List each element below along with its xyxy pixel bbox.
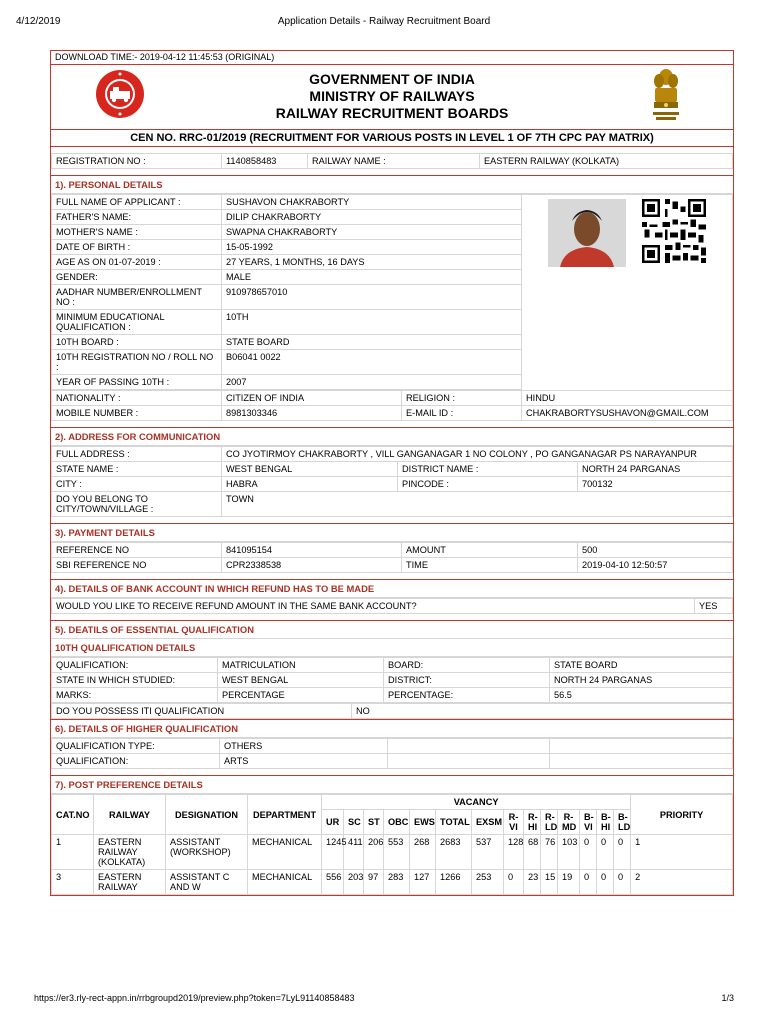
section-address-title: 2). ADDRESS FOR COMMUNICATION: [51, 427, 733, 446]
page-url[interactable]: https://er3.rly-rect-appn.in/rrbgroupd2019/preview.php?token=7LyL91140858483: [34, 993, 355, 1003]
mobile-value: 8981303346: [222, 406, 402, 421]
col-vacancy: VACANCY: [322, 795, 631, 810]
age-value: 27 YEARS, 1 MONTHS, 16 DAYS: [222, 255, 522, 270]
bank-table: [51, 598, 733, 614]
marks-label: MARKS:: [52, 688, 218, 703]
essential-subtitle: 10TH QUALIFICATION DETAILS: [51, 639, 733, 657]
vacancy-header: R-VI: [504, 810, 524, 835]
qualification-type-value: OTHERS: [220, 739, 388, 754]
higher-qualification-label: QUALIFICATION:: [52, 754, 220, 769]
year-value: 2007: [222, 375, 522, 390]
department-cell: MECHANICAL: [248, 870, 322, 895]
qualification-label: QUALIFICATION:: [52, 658, 218, 673]
section-bank-title: 4). DETAILS OF BANK ACCOUNT IN WHICH REFUND HAS TO BE MADE: [51, 579, 733, 598]
gender-label: GENDER:: [52, 270, 222, 285]
vacancy-cell: 103: [558, 835, 580, 870]
col-cat-no: CAT.NO: [52, 795, 94, 835]
studied-state-label: STATE IN WHICH STUDIED:: [52, 673, 218, 688]
mobile-label: MOBILE NUMBER :: [52, 406, 222, 421]
reference-value: 841095154: [222, 543, 402, 558]
section-payment-title: 3). PAYMENT DETAILS: [51, 523, 733, 542]
district-label: DISTRICT NAME :: [398, 462, 578, 477]
father-label: FATHER'S NAME:: [52, 210, 222, 225]
iti-label: DO YOU POSSESS ITI QUALIFICATION: [52, 704, 352, 719]
vacancy-cell: 0: [614, 870, 631, 895]
print-date: 4/12/2019: [16, 16, 61, 27]
state-value: WEST BENGAL: [222, 462, 398, 477]
vacancy-header: UR: [322, 810, 344, 835]
applicant-photo-image: [548, 199, 626, 267]
cat-no-cell: 1: [52, 835, 94, 870]
essential-district-label: DISTRICT:: [384, 673, 550, 688]
header-block: [51, 65, 733, 129]
percentage-value: 56.5: [550, 688, 733, 703]
title-line-3: RAILWAY RECRUITMENT BOARDS: [275, 105, 509, 121]
belong-value: TOWN: [222, 492, 733, 517]
higher-qualification-value: ARTS: [220, 754, 388, 769]
vacancy-cell: 1266: [436, 870, 472, 895]
ashoka-emblem-icon: [651, 67, 681, 125]
print-header: [16, 16, 752, 30]
vacancy-cell: 23: [524, 870, 541, 895]
railway-name-label: RAILWAY NAME :: [308, 154, 480, 169]
roll-label: 10TH REGISTRATION NO / ROLL NO :: [52, 350, 222, 375]
essential-board-value: STATE BOARD: [550, 658, 733, 673]
religion-value: HINDU: [522, 391, 733, 406]
essential-board-label: BOARD:: [384, 658, 550, 673]
application-document: [50, 50, 734, 986]
district-value: NORTH 24 PARGANAS: [578, 462, 733, 477]
vacancy-header: OBC: [384, 810, 410, 835]
vacancy-cell: 0: [580, 835, 597, 870]
age-label: AGE AS ON 01-07-2019 :: [52, 255, 222, 270]
print-page-title: Application Details - Railway Recruitment Board: [277, 16, 491, 27]
aadhar-label: AADHAR NUMBER/ENROLLMENT NO :: [52, 285, 222, 310]
col-designation: DESIGNATION: [166, 795, 248, 835]
vacancy-cell: 206: [364, 835, 384, 870]
higher-table: [51, 738, 733, 769]
vacancy-cell: 0: [580, 870, 597, 895]
vacancy-header: B-HI: [597, 810, 614, 835]
vacancy-header: SC: [344, 810, 364, 835]
essential-table: [51, 657, 733, 703]
mother-label: MOTHER'S NAME :: [52, 225, 222, 240]
vacancy-cell: 283: [384, 870, 410, 895]
board-value: STATE BOARD: [222, 335, 522, 350]
vacancy-cell: 0: [597, 835, 614, 870]
vacancy-cell: 411: [344, 835, 364, 870]
roll-value: B06041 0022: [222, 350, 522, 375]
father-value: DILIP CHAKRABORTY: [222, 210, 522, 225]
city-label: CITY :: [52, 477, 222, 492]
time-value: 2019-04-10 12:50:57: [578, 558, 733, 573]
iti-value: NO: [352, 704, 733, 719]
railway-cell: EASTERN RAILWAY (KOLKATA): [94, 835, 166, 870]
amount-label: AMOUNT: [402, 543, 578, 558]
page-number: 1/3: [721, 993, 734, 1003]
registration-label: REGISTRATION NO :: [52, 154, 222, 169]
vacancy-header: TOTAL: [436, 810, 472, 835]
designation-cell: ASSISTANT (WORKSHOP): [166, 835, 248, 870]
vacancy-cell: 19: [558, 870, 580, 895]
vacancy-header: R-LD: [541, 810, 558, 835]
qualification-value: MATRICULATION: [218, 658, 384, 673]
table-row: [52, 835, 733, 870]
payment-table: [51, 542, 733, 573]
applicant-photo: [548, 199, 626, 267]
vacancy-header: R-HI: [524, 810, 541, 835]
cat-no-cell: 3: [52, 870, 94, 895]
download-time: DOWNLOAD TIME:- 2019-04-12 11:45:53 (ORIGINAL): [51, 51, 733, 65]
railway-name-value: EASTERN RAILWAY (KOLKATA): [480, 154, 733, 169]
vacancy-cell: 553: [384, 835, 410, 870]
vacancy-cell: 556: [322, 870, 344, 895]
dob-value: 15-05-1992: [222, 240, 522, 255]
section-personal-title: 1). PERSONAL DETAILS: [51, 175, 733, 194]
nationality-label: NATIONALITY :: [52, 391, 222, 406]
amount-value: 500: [578, 543, 733, 558]
vacancy-header: R-MD: [558, 810, 580, 835]
essential-district-value: NORTH 24 PARGANAS: [550, 673, 733, 688]
state-label: STATE NAME :: [52, 462, 222, 477]
preference-table: [51, 794, 733, 895]
priority-cell: 2: [631, 870, 733, 895]
vacancy-cell: 0: [597, 870, 614, 895]
full-name-label: FULL NAME OF APPLICANT :: [52, 195, 222, 210]
col-railway: RAILWAY: [94, 795, 166, 835]
vacancy-header: EXSM: [472, 810, 504, 835]
cen-number: CEN NO. RRC-01/2019 (RECRUITMENT FOR VARIOUS POSTS IN LEVEL 1 OF 7TH CPC PAY MATRIX): [51, 129, 733, 147]
sbi-reference-label: SBI REFERENCE NO: [52, 558, 222, 573]
education-label: MINIMUM EDUCATIONAL QUALIFICATION :: [52, 310, 222, 335]
vacancy-cell: 537: [472, 835, 504, 870]
vacancy-header: EWS: [410, 810, 436, 835]
vacancy-cell: 15: [541, 870, 558, 895]
qr-code-icon: [642, 199, 706, 263]
board-label: 10TH BOARD :: [52, 335, 222, 350]
full-address-value: CO JYOTIRMOY CHAKRABORTY , VILL GANGANAGAR 1 NO COLONY , PO GANGANAGAR PS NARAYANPUR: [222, 447, 733, 462]
mother-value: SWAPNA CHAKRABORTY: [222, 225, 522, 240]
vacancy-cell: 76: [541, 835, 558, 870]
vacancy-cell: 1245: [322, 835, 344, 870]
registration-table: [51, 153, 733, 169]
full-name-value: SUSHAVON CHAKRABORTY: [222, 195, 522, 210]
section-preference-title: 7). POST PREFERENCE DETAILS: [51, 775, 733, 794]
title-line-1: GOVERNMENT OF INDIA: [309, 71, 475, 87]
pincode-label: PINCODE :: [398, 477, 578, 492]
reference-label: REFERENCE NO: [52, 543, 222, 558]
email-value: CHAKRABORTYSUSHAVON@GMAIL.COM: [522, 406, 733, 421]
vacancy-header: ST: [364, 810, 384, 835]
railway-cell: EASTERN RAILWAY: [94, 870, 166, 895]
sbi-reference-value: CPR2338538: [222, 558, 402, 573]
year-label: YEAR OF PASSING 10TH :: [52, 375, 222, 390]
vacancy-header: B-VI: [580, 810, 597, 835]
registration-value: 1140858483: [222, 154, 308, 169]
col-department: DEPARTMENT: [248, 795, 322, 835]
photo-qr-cell: [522, 195, 733, 391]
vacancy-cell: 97: [364, 870, 384, 895]
priority-cell: 1: [631, 835, 733, 870]
vacancy-cell: 253: [472, 870, 504, 895]
vacancy-header: B-LD: [614, 810, 631, 835]
pincode-value: 700132: [578, 477, 733, 492]
religion-label: RELIGION :: [402, 391, 522, 406]
aadhar-value: 910978657010: [222, 285, 522, 310]
dob-label: DATE OF BIRTH :: [52, 240, 222, 255]
refund-answer: YES: [695, 599, 733, 614]
vacancy-cell: 203: [344, 870, 364, 895]
education-value: 10TH: [222, 310, 522, 335]
iti-table: [51, 703, 733, 719]
print-footer: [34, 993, 734, 1007]
personal-table: [51, 194, 733, 421]
vacancy-cell: 268: [410, 835, 436, 870]
vacancy-cell: 0: [614, 835, 631, 870]
department-cell: MECHANICAL: [248, 835, 322, 870]
time-label: TIME: [402, 558, 578, 573]
vacancy-cell: 0: [504, 870, 524, 895]
email-label: E-MAIL ID :: [402, 406, 522, 421]
col-priority: PRIORITY: [631, 795, 733, 835]
vacancy-cell: 68: [524, 835, 541, 870]
vacancy-cell: 2683: [436, 835, 472, 870]
marks-value: PERCENTAGE: [218, 688, 384, 703]
gender-value: MALE: [222, 270, 522, 285]
vacancy-cell: 127: [410, 870, 436, 895]
government-title: [51, 71, 733, 122]
title-line-2: MINISTRY OF RAILWAYS: [309, 88, 475, 104]
designation-cell: ASSISTANT C AND W: [166, 870, 248, 895]
document-frame: [50, 50, 734, 896]
refund-question: WOULD YOU LIKE TO RECEIVE REFUND AMOUNT IN THE SAME BANK ACCOUNT?: [52, 599, 695, 614]
vacancy-cell: 128: [504, 835, 524, 870]
city-value: HABRA: [222, 477, 398, 492]
section-higher-title: 6). DETAILS OF HIGHER QUALIFICATION: [51, 719, 733, 738]
qualification-type-label: QUALIFICATION TYPE:: [52, 739, 220, 754]
belong-label: DO YOU BELONG TO CITY/TOWN/VILLAGE :: [52, 492, 222, 517]
address-table: [51, 446, 733, 517]
studied-state-value: WEST BENGAL: [218, 673, 384, 688]
full-address-label: FULL ADDRESS :: [52, 447, 222, 462]
percentage-label: PERCENTAGE:: [384, 688, 550, 703]
nationality-value: CITIZEN OF INDIA: [222, 391, 402, 406]
section-essential-title: 5). DEATILS OF ESSENTIAL QUALIFICATION: [51, 620, 733, 639]
table-row: [52, 870, 733, 895]
